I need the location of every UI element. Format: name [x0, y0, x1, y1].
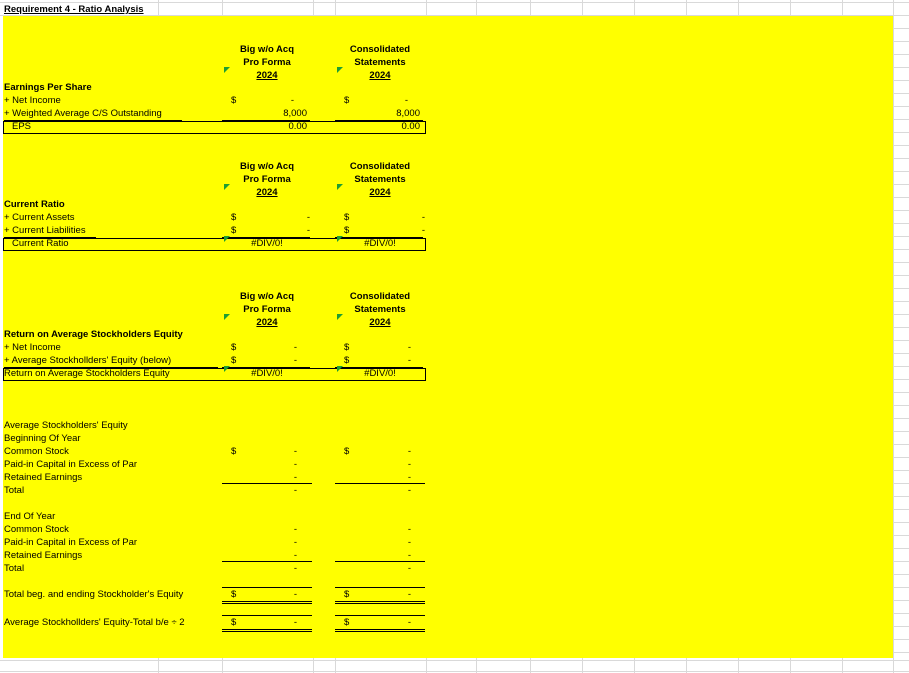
header-big-year[interactable]: 2024: [256, 187, 278, 198]
avg-equity-total-label[interactable]: Average Stockhollders' Equity-Total b/e ÷ 2: [4, 617, 185, 628]
grid-rows: [893, 16, 909, 658]
avg-equity-heading[interactable]: Average Stockholders' Equity: [4, 420, 128, 431]
header-consolidated-year[interactable]: 2024: [369, 317, 391, 328]
roe-big-net-income[interactable]: -: [293, 342, 297, 353]
underline: [335, 483, 425, 484]
header-consolidated-year[interactable]: 2024: [369, 187, 391, 198]
dollar-sign[interactable]: $: [344, 617, 350, 628]
boy-total-label[interactable]: Total: [4, 485, 25, 496]
dollar-sign[interactable]: $: [231, 342, 237, 353]
roe-big-avg-equity[interactable]: -: [293, 355, 297, 366]
header-big-line2[interactable]: Pro Forma: [243, 304, 291, 315]
dollar-sign[interactable]: $: [344, 342, 350, 353]
dollar-sign[interactable]: $: [231, 212, 237, 223]
boy-big-paid-in[interactable]: -: [293, 459, 297, 470]
roe-consolidated-result[interactable]: #DIV/0!: [364, 368, 396, 379]
header-consolidated-line2[interactable]: Statements: [354, 174, 406, 185]
roe-result-label[interactable]: Return on Average Stockholders Equity: [4, 368, 170, 379]
eoy-consolidated-total[interactable]: -: [407, 563, 411, 574]
grid-line: [0, 2, 909, 3]
grid-line: [0, 660, 909, 661]
eoy-common-stock-label[interactable]: Common Stock: [4, 524, 69, 535]
boy-consolidated-total[interactable]: -: [407, 485, 411, 496]
header-consolidated-year[interactable]: 2024: [369, 70, 391, 81]
eoy-big-common-stock[interactable]: -: [293, 524, 297, 535]
error-indicator-icon: [224, 67, 230, 73]
total-beg-end-consolidated[interactable]: -: [407, 589, 411, 600]
eoy-big-total[interactable]: -: [293, 563, 297, 574]
current-ratio-big-result[interactable]: #DIV/0!: [251, 238, 283, 249]
eoy-consolidated-retained[interactable]: -: [407, 550, 411, 561]
dollar-sign[interactable]: $: [344, 95, 350, 106]
eoy-big-retained[interactable]: -: [293, 550, 297, 561]
grid-line: [0, 671, 909, 672]
error-indicator-icon: [337, 184, 343, 190]
eoy-paid-in-capital-label[interactable]: Paid-in Capital in Excess of Par: [4, 537, 138, 548]
header-big-line1[interactable]: Big w/o Acq: [239, 291, 294, 302]
roe-heading[interactable]: Return on Average Stockholders Equity: [4, 329, 183, 340]
eoy-retained-earnings-label[interactable]: Retained Earnings: [4, 550, 83, 561]
error-indicator-icon: [337, 366, 343, 372]
dollar-sign[interactable]: $: [231, 589, 237, 600]
eps-result-label[interactable]: EPS: [12, 121, 32, 132]
boy-big-common-stock[interactable]: -: [293, 446, 297, 457]
dollar-sign[interactable]: $: [231, 225, 237, 236]
error-indicator-icon: [224, 366, 230, 372]
boy-consolidated-retained[interactable]: -: [407, 472, 411, 483]
double-underline: [222, 603, 312, 604]
header-big-year[interactable]: 2024: [256, 70, 278, 81]
eoy-big-paid-in[interactable]: -: [293, 537, 297, 548]
roe-consolidated-net-income[interactable]: -: [407, 342, 411, 353]
boy-big-total[interactable]: -: [293, 485, 297, 496]
current-ratio-big-liabilities[interactable]: -: [306, 225, 310, 236]
double-underline: [335, 631, 425, 632]
eps-big-net-income[interactable]: -: [290, 95, 294, 106]
underline: [222, 615, 312, 616]
eps-consolidated-net-income[interactable]: -: [404, 95, 408, 106]
eoy-total-label[interactable]: Total: [4, 563, 25, 574]
underline: [335, 587, 425, 588]
boy-consolidated-paid-in[interactable]: -: [407, 459, 411, 470]
eps-consolidated-result[interactable]: 0.00: [401, 121, 420, 132]
header-consolidated-line2[interactable]: Statements: [354, 57, 406, 68]
end-of-year-label[interactable]: End Of Year: [4, 511, 56, 522]
eps-result-row-border: [3, 121, 426, 134]
total-beg-end-label[interactable]: Total beg. and ending Stockholder's Equity: [4, 589, 184, 600]
dollar-sign[interactable]: $: [231, 355, 237, 366]
header-big-line1[interactable]: Big w/o Acq: [239, 44, 294, 55]
underline: [222, 483, 312, 484]
header-consolidated-line1[interactable]: Consolidated: [349, 161, 411, 172]
eps-big-shares[interactable]: 8,000: [283, 108, 307, 119]
eps-heading[interactable]: Earnings Per Share: [4, 82, 92, 93]
boy-paid-in-capital-label[interactable]: Paid-in Capital in Excess of Par: [4, 459, 138, 470]
error-indicator-icon: [337, 236, 343, 242]
current-ratio-consolidated-assets[interactable]: -: [421, 212, 425, 223]
dollar-sign[interactable]: $: [344, 446, 350, 457]
dollar-sign[interactable]: $: [231, 95, 237, 106]
eps-row-net-income[interactable]: + Net Income: [4, 95, 61, 106]
header-big-line1[interactable]: Big w/o Acq: [239, 161, 294, 172]
current-ratio-consolidated-liabilities[interactable]: -: [421, 225, 425, 236]
dollar-sign[interactable]: $: [231, 617, 237, 628]
header-big-year[interactable]: 2024: [256, 317, 278, 328]
eoy-consolidated-paid-in[interactable]: -: [407, 537, 411, 548]
boy-common-stock-label[interactable]: Common Stock: [4, 446, 69, 457]
error-indicator-icon: [224, 314, 230, 320]
error-indicator-icon: [224, 184, 230, 190]
current-ratio-row-liabilities[interactable]: + Current Liabilities: [4, 225, 86, 236]
double-underline: [335, 601, 425, 602]
roe-row-avg-equity[interactable]: + Average Stockhollders' Equity (below): [4, 355, 172, 366]
double-underline: [335, 603, 425, 604]
current-ratio-heading[interactable]: Current Ratio: [4, 199, 65, 210]
header-big-line2[interactable]: Pro Forma: [243, 57, 291, 68]
current-ratio-row-assets[interactable]: + Current Assets: [4, 212, 75, 223]
underline: [335, 615, 425, 616]
avg-equity-consolidated[interactable]: -: [407, 617, 411, 628]
error-indicator-icon: [337, 314, 343, 320]
dollar-sign[interactable]: $: [231, 446, 237, 457]
roe-consolidated-avg-equity[interactable]: -: [407, 355, 411, 366]
underline: [222, 587, 312, 588]
roe-row-net-income[interactable]: + Net Income: [4, 342, 61, 353]
eoy-consolidated-common-stock[interactable]: -: [407, 524, 411, 535]
error-indicator-icon: [337, 67, 343, 73]
header-consolidated-line1[interactable]: Consolidated: [349, 44, 411, 55]
boy-consolidated-common-stock[interactable]: -: [407, 446, 411, 457]
underline: [335, 561, 425, 562]
underline: [222, 561, 312, 562]
header-consolidated-line1[interactable]: Consolidated: [349, 291, 411, 302]
current-ratio-result-label[interactable]: Current Ratio: [12, 238, 69, 249]
dollar-sign[interactable]: $: [344, 355, 350, 366]
current-ratio-consolidated-result[interactable]: #DIV/0!: [364, 238, 396, 249]
dollar-sign[interactable]: $: [344, 212, 350, 223]
double-underline: [222, 631, 312, 632]
avg-equity-big[interactable]: -: [293, 617, 297, 628]
total-beg-end-big[interactable]: -: [293, 589, 297, 600]
header-consolidated-line2[interactable]: Statements: [354, 304, 406, 315]
dollar-sign[interactable]: $: [344, 225, 350, 236]
dollar-sign[interactable]: $: [344, 589, 350, 600]
double-underline: [222, 629, 312, 630]
boy-big-retained[interactable]: -: [293, 472, 297, 483]
double-underline: [335, 629, 425, 630]
eps-big-result[interactable]: 0.00: [288, 121, 307, 132]
header-big-line2[interactable]: Pro Forma: [243, 174, 291, 185]
double-underline: [222, 601, 312, 602]
current-ratio-big-assets[interactable]: -: [306, 212, 310, 223]
boy-retained-earnings-label[interactable]: Retained Earnings: [4, 472, 83, 483]
error-indicator-icon: [224, 236, 230, 242]
roe-big-result[interactable]: #DIV/0!: [251, 368, 283, 379]
page-title[interactable]: Requirement 4 - Ratio Analysis: [4, 4, 144, 15]
eps-row-weighted-avg[interactable]: + Weighted Average C/S Outstanding: [4, 108, 162, 119]
beginning-of-year-label[interactable]: Beginning Of Year: [4, 433, 81, 444]
eps-consolidated-shares[interactable]: 8,000: [396, 108, 420, 119]
